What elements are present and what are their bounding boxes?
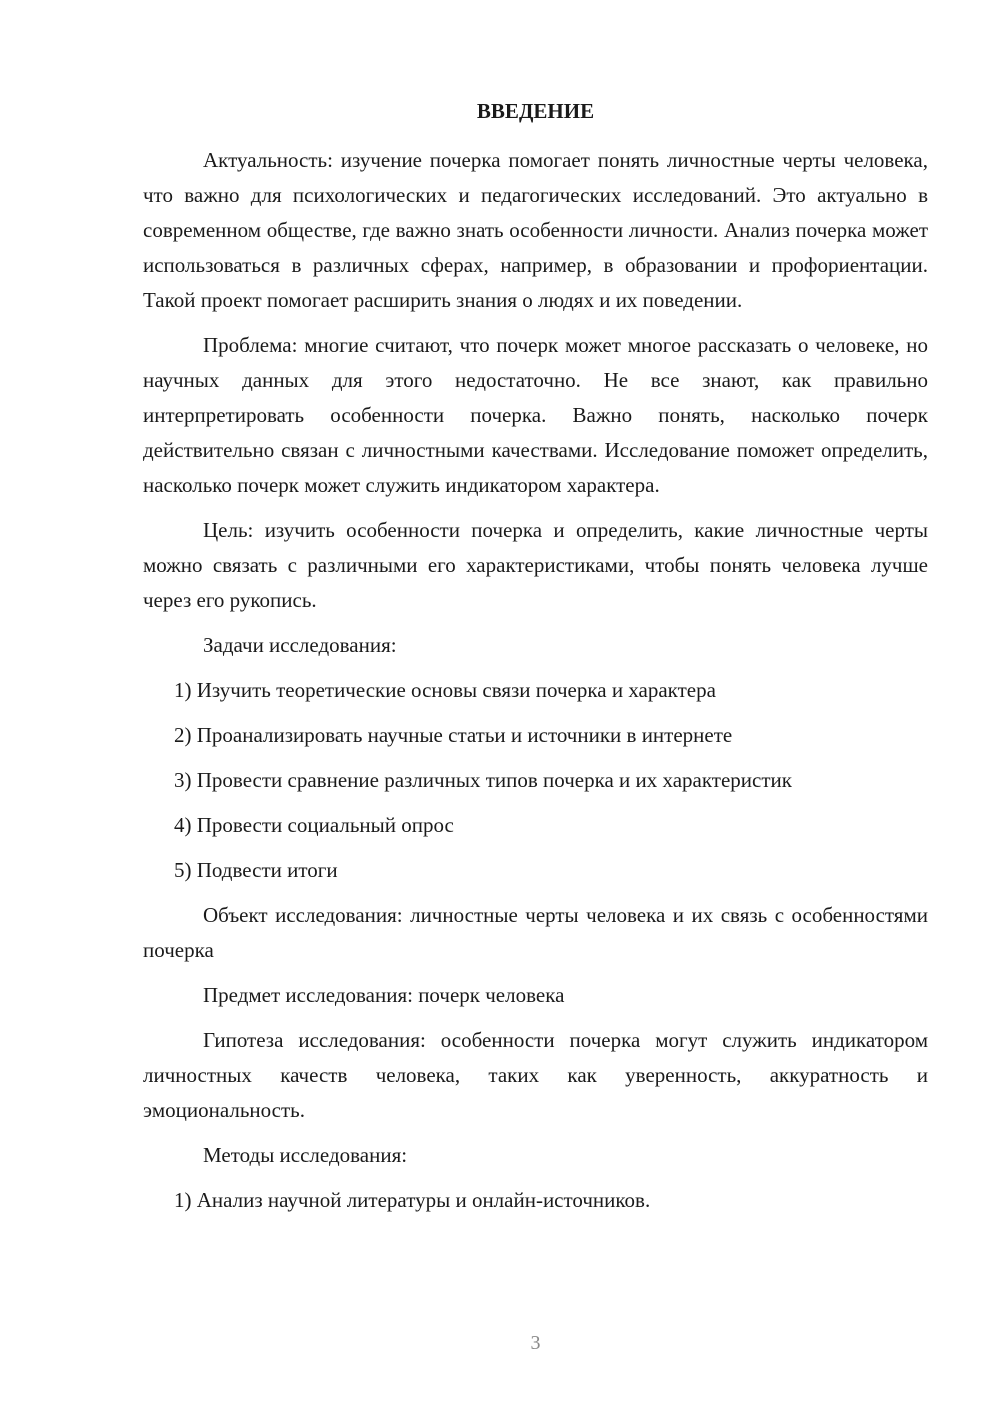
task-item-2: 2) Проанализировать научные статьи и источники в интернете: [174, 723, 733, 747]
tasks-heading: Задачи исследования:: [203, 633, 397, 657]
task-item-5: 5) Подвести итоги: [174, 858, 338, 882]
object-paragraph: Объект исследования: личностные черты человека и их связь с особенностями почерка: [143, 903, 928, 962]
subject-paragraph: Предмет исследования: почерк человека: [203, 983, 565, 1007]
method-item-1: 1) Анализ научной литературы и онлайн-источников.: [174, 1188, 651, 1212]
section-title: ВВЕДЕНИЕ: [476, 99, 595, 123]
hypothesis-paragraph: Гипотеза исследования: особенности почерка могут служить индикатором личностных качеств человека, таких как уверенность, аккуратность и эмоциональность.: [143, 1028, 928, 1122]
page-number: 3: [530, 1332, 541, 1354]
document-body: [143, 143, 928, 1228]
relevance-paragraph: Актуальность: изучение почерка помогает понять личностные черты человека, что важно для психологических и педагогических исследований. Это актуально в современном обществе, где важно знать особенности личности. Анализ почерка может использоваться в различных сферах, например, в образовании и профориентации. Такой проект помогает расширить знания о людях и их поведении.: [143, 148, 928, 312]
task-item-4: 4) Провести социальный опрос: [174, 813, 454, 837]
methods-heading: Методы исследования:: [203, 1143, 408, 1167]
task-item-3: 3) Провести сравнение различных типов почерка и их характеристик: [174, 768, 792, 792]
task-item-1: 1) Изучить теоретические основы связи почерка и характера: [174, 678, 716, 702]
document-page: [143, 0, 928, 1414]
goal-paragraph: Цель: изучить особенности почерка и определить, какие личностные черты можно связать с различными его характеристиками, чтобы понять человека лучше через его рукопись.: [143, 518, 928, 612]
problem-paragraph: Проблема: многие считают, что почерк может многое рассказать о человеке, но научных данных для этого недостаточно. Не все знают, как правильно интерпретировать особенности почерка. Важно понять, насколько почерк действительно связан с личностными качествами. Исследование поможет определить, насколько почерк может служить индикатором характера.: [143, 333, 928, 497]
